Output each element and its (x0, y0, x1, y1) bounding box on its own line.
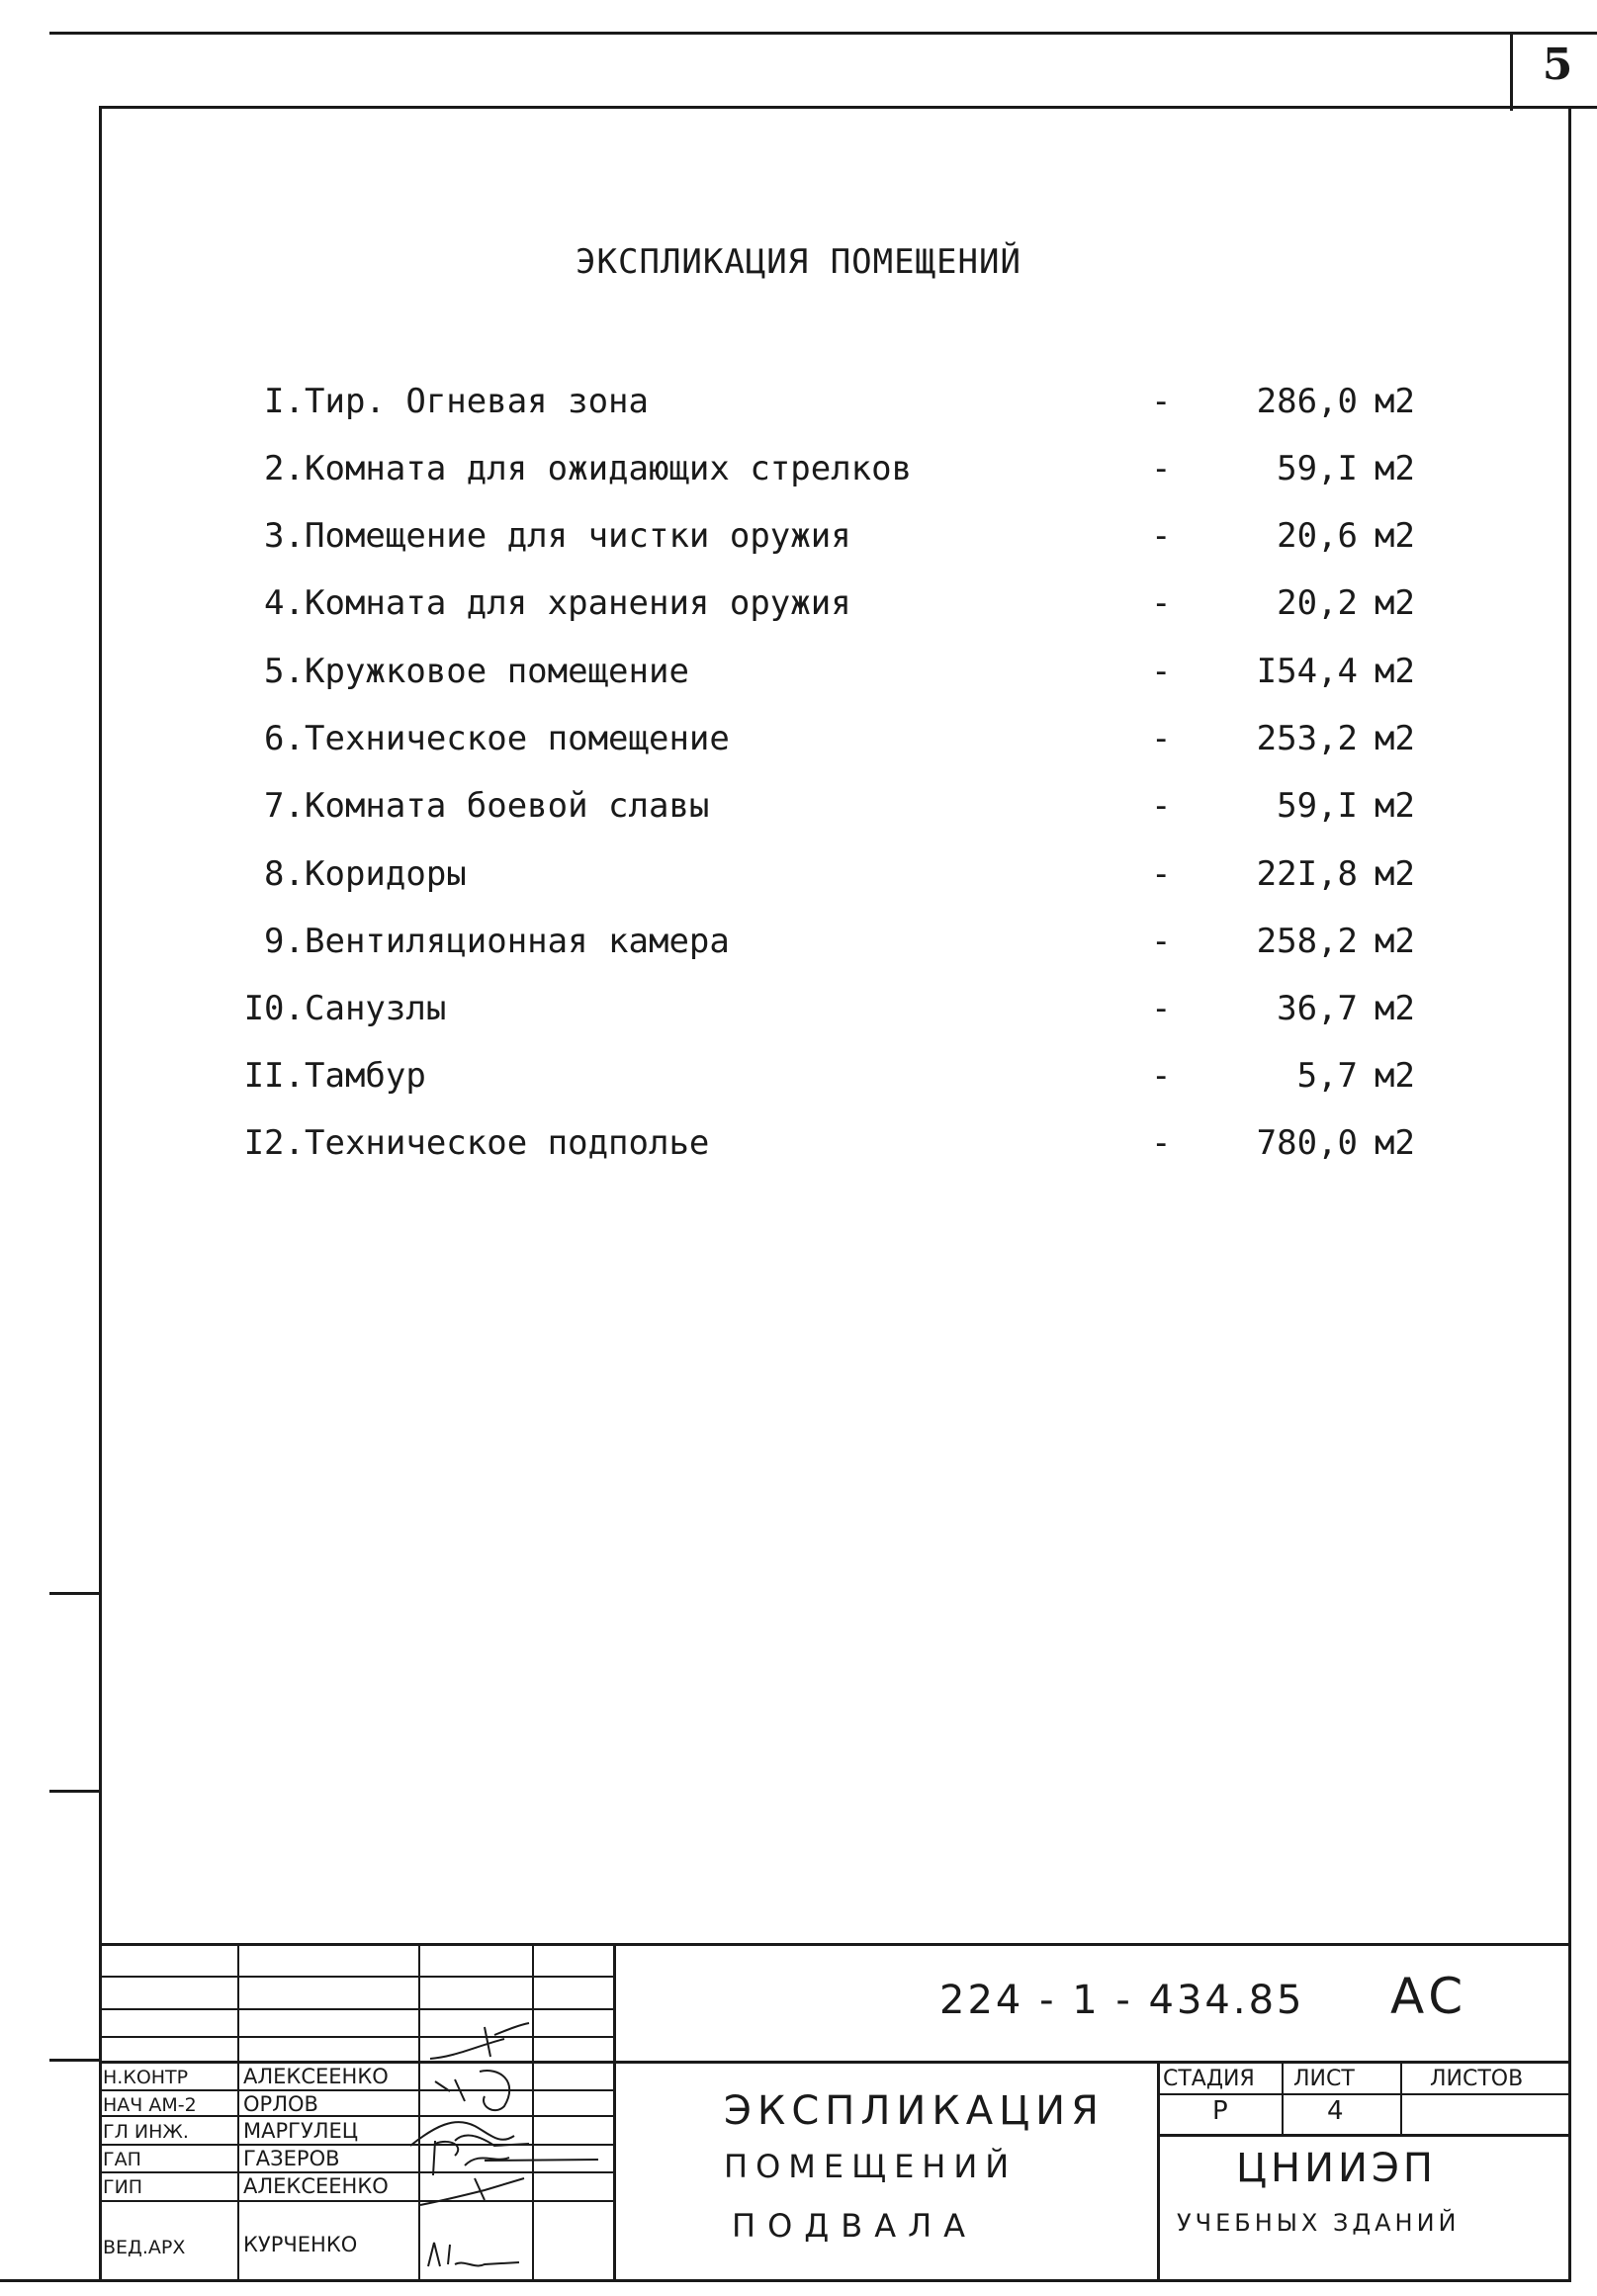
room-unit: м2 (1375, 1056, 1415, 1096)
room-name: Коридоры (305, 854, 467, 894)
stamp-line (1282, 2061, 1284, 2136)
room-area: 5,7 (1296, 1056, 1358, 1096)
room-name: Комната боевой славы (305, 786, 710, 826)
drawing-frame (99, 106, 1571, 2281)
room-unit: м2 (1375, 449, 1415, 488)
sheet-title-line: ЭКСПЛИКАЦИЯ (724, 2088, 1105, 2134)
room-dash: - (1151, 854, 1172, 894)
room-name: Тамбур (305, 1056, 426, 1096)
stamp-line (99, 2008, 615, 2010)
room-area: 20,6 (1277, 516, 1358, 556)
stage-header: СТАДИЯ (1163, 2067, 1255, 2091)
stamp-line (99, 2089, 615, 2091)
room-name: Помещение для чистки оружия (305, 516, 851, 556)
stamp-line (1400, 2061, 1402, 2136)
signatory-role: ГАП (103, 2149, 141, 2170)
signatory-name: КУРЧЕНКО (243, 2233, 358, 2256)
signatory-role: НАЧ АМ-2 (103, 2094, 197, 2116)
signature-mark (420, 2235, 529, 2274)
top-border-line (49, 32, 1597, 35)
signatory-name: ГАЗЕРОВ (243, 2147, 340, 2170)
room-number: 9. (264, 922, 305, 961)
room-area: 286,0 (1256, 382, 1358, 421)
room-row (0, 1056, 1597, 1105)
room-row (0, 854, 1597, 904)
room-area: 253,2 (1256, 719, 1358, 758)
document-mark: АС (1390, 1968, 1467, 2025)
stamp-line (99, 2061, 1571, 2064)
room-area: 59,I (1277, 786, 1358, 826)
page-title: ЭКСПЛИКАЦИЯ ПОМЕЩЕНИЙ (576, 242, 1021, 282)
signature-mark (415, 2170, 534, 2210)
room-unit: м2 (1375, 922, 1415, 961)
stamp-line (613, 1943, 616, 2279)
room-row (0, 382, 1597, 431)
signatory-role: ГИП (103, 2176, 143, 2198)
organization: ЦНИИЭП (1236, 2146, 1437, 2191)
room-number: I2. (243, 1123, 305, 1163)
room-area: 780,0 (1256, 1123, 1358, 1163)
sheets-header: ЛИСТОВ (1430, 2067, 1524, 2091)
room-row (0, 989, 1597, 1038)
room-name: Вентиляционная камера (305, 922, 730, 961)
room-dash: - (1151, 719, 1172, 758)
room-dash: - (1151, 516, 1172, 556)
sheet-header: ЛИСТ (1293, 2067, 1355, 2091)
signatory-name: МАРГУЛЕЦ (243, 2119, 359, 2143)
room-row (0, 516, 1597, 566)
room-unit: м2 (1375, 382, 1415, 421)
signatory-name: АЛЕКСЕЕНКО (243, 2174, 389, 2198)
room-dash: - (1151, 922, 1172, 961)
room-area: 20,2 (1277, 583, 1358, 623)
room-area: I54,4 (1256, 652, 1358, 691)
room-unit: м2 (1375, 1123, 1415, 1163)
signatory-name: АЛЕКСЕЕНКО (243, 2065, 389, 2088)
stamp-line (237, 1943, 239, 2279)
stamp-line (99, 1943, 1571, 1946)
room-dash: - (1151, 1056, 1172, 1096)
room-row (0, 719, 1597, 768)
room-dash: - (1151, 583, 1172, 623)
room-dash: - (1151, 382, 1172, 421)
sheet-title-line: ПОМЕЩЕНИЙ (724, 2148, 1018, 2185)
stamp-line (99, 1976, 615, 1978)
room-row (0, 786, 1597, 836)
room-unit: м2 (1375, 989, 1415, 1028)
page-number-divider (1510, 32, 1513, 111)
stamp-line (99, 2200, 615, 2202)
document-code: 224 - 1 - 434.85 (939, 1978, 1305, 2023)
room-number: II. (243, 1056, 305, 1096)
room-area: 22I,8 (1256, 854, 1358, 894)
signatory-name: ОРЛОВ (243, 2092, 318, 2116)
room-number: 5. (264, 652, 305, 691)
room-unit: м2 (1375, 652, 1415, 691)
organization-sub: УЧЕБНЫХ ЗДАНИЙ (1177, 2209, 1461, 2237)
room-name: Комната для хранения оружия (305, 583, 851, 623)
room-name: Техническое помещение (305, 719, 730, 758)
room-dash: - (1151, 786, 1172, 826)
sheet-value: 4 (1327, 2096, 1344, 2126)
stamp-line (0, 2279, 1571, 2282)
room-row (0, 652, 1597, 701)
room-dash: - (1151, 652, 1172, 691)
room-row (0, 583, 1597, 633)
signatory-role: ВЕД.АРХ (103, 2237, 186, 2258)
binding-mark (49, 2059, 101, 2062)
room-dash: - (1151, 1123, 1172, 1163)
room-name: Санузлы (305, 989, 447, 1028)
binding-mark (49, 1592, 101, 1595)
room-number: 2. (264, 449, 305, 488)
room-unit: м2 (1375, 516, 1415, 556)
room-name: Тир. Огневая зона (305, 382, 649, 421)
room-area: 258,2 (1256, 922, 1358, 961)
room-number: 3. (264, 516, 305, 556)
room-number: I. (264, 382, 305, 421)
room-row (0, 449, 1597, 498)
room-row (0, 1123, 1597, 1173)
room-unit: м2 (1375, 786, 1415, 826)
room-name: Кружковое помещение (305, 652, 689, 691)
room-area: 36,7 (1277, 989, 1358, 1028)
room-name: Комната для ожидающих стрелков (305, 449, 913, 488)
signature-mark (425, 2017, 534, 2067)
stage-value: Р (1212, 2096, 1228, 2126)
room-unit: м2 (1375, 583, 1415, 623)
room-area: 59,I (1277, 449, 1358, 488)
stamp-line (1157, 2093, 1571, 2095)
room-number: 4. (264, 583, 305, 623)
page-number: 5 (1542, 40, 1573, 90)
room-unit: м2 (1375, 854, 1415, 894)
signatory-role: Н.КОНТР (103, 2067, 189, 2088)
room-number: 7. (264, 786, 305, 826)
stamp-line (1157, 2134, 1571, 2137)
room-row (0, 922, 1597, 971)
sheet-title-line: ПОДВАЛА (732, 2207, 978, 2245)
stamp-line (99, 2036, 615, 2038)
binding-mark (49, 1790, 101, 1793)
signatory-role: ГЛ ИНЖ. (103, 2121, 189, 2143)
room-number: 6. (264, 719, 305, 758)
room-number: 8. (264, 854, 305, 894)
room-name: Техническое подполье (305, 1123, 710, 1163)
room-unit: м2 (1375, 719, 1415, 758)
room-dash: - (1151, 989, 1172, 1028)
room-dash: - (1151, 449, 1172, 488)
room-number: I0. (243, 989, 305, 1028)
